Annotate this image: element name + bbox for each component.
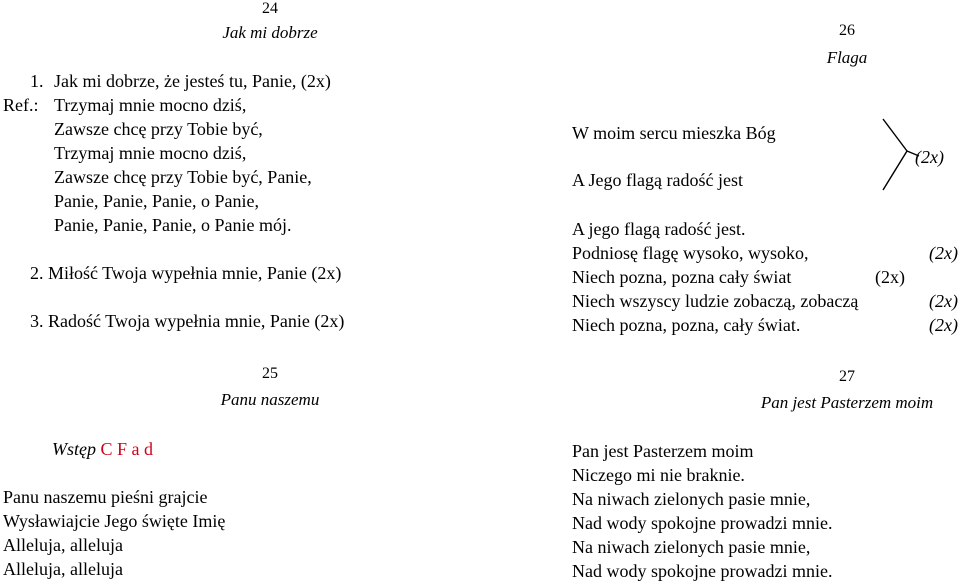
lyric-line: Pan jest Pasterzem moim <box>572 441 754 461</box>
lyric-line: Nad wody spokojne prowadzi mnie. <box>572 513 833 533</box>
refrain-label: Ref.: <box>3 95 39 115</box>
repeat-marker: (2x) <box>915 147 944 167</box>
repeat-marker: (2x) <box>929 243 958 263</box>
intro-line <box>52 438 153 461</box>
lyric-line: Niech pozna, pozna, cały świat. <box>572 315 801 335</box>
lyric-line: Wysławiajcie Jego święte Imię <box>3 511 226 531</box>
refrain-line: Trzymaj mnie mocno dziś, <box>54 143 247 163</box>
lyric-line: Nad wody spokojne prowadzi mnie. <box>572 561 833 581</box>
intro-chords: C F a d <box>100 439 154 459</box>
refrain-line: Zawsze chcę przy Tobie być, <box>54 119 263 139</box>
song-title: Jak mi dobrze <box>222 23 318 42</box>
lyric-line: W moim sercu mieszka Bóg <box>572 123 776 143</box>
verse-number: 1. <box>30 71 44 91</box>
song-number: 24 <box>262 0 278 17</box>
verse-text: Jak mi dobrze, że jesteś tu, Panie, (2x) <box>54 71 331 91</box>
song-title: Flaga <box>826 48 868 67</box>
repeat-marker: (2x) <box>875 267 905 287</box>
lyric-line: Niech pozna, pozna cały świat <box>572 267 792 287</box>
lyric-line: A jego flagą radość jest. <box>572 219 746 239</box>
verse-line: 3. Radość Twoja wypełnia mnie, Panie (2x) <box>30 311 345 331</box>
verse-line: 2. Miłość Twoja wypełnia mnie, Panie (2x) <box>30 263 342 283</box>
intro-label: Wstęp <box>52 439 96 459</box>
lyric-line: Panu naszemu pieśni grajcie <box>3 487 208 507</box>
lyric-line: Niech wszyscy ludzie zobaczą, zobaczą <box>572 291 859 311</box>
refrain-line: Panie, Panie, Panie, o Panie mój. <box>54 215 292 235</box>
song-number: 26 <box>839 22 855 39</box>
refrain-line: Panie, Panie, Panie, o Panie, <box>54 191 259 211</box>
lyric-line: Alleluja, alleluja <box>3 559 123 579</box>
refrain-line: Zawsze chcę przy Tobie być, Panie, <box>54 167 312 187</box>
song-number: 27 <box>839 368 855 385</box>
refrain-line: Trzymaj mnie mocno dziś, <box>54 95 247 115</box>
repeat-marker: (2x) <box>929 291 958 311</box>
lyric-line: Na niwach zielonych pasie mnie, <box>572 537 811 557</box>
lyric-line: A Jego flagą radość jest <box>572 170 743 190</box>
repeat-marker: (2x) <box>929 315 958 335</box>
lyric-line: Alleluja, alleluja <box>3 535 123 555</box>
lyric-line: Podniosę flagę wysoko, wysoko, <box>572 243 809 263</box>
song-number: 25 <box>262 365 278 382</box>
lyric-line: Na niwach zielonych pasie mnie, <box>572 489 811 509</box>
lyric-line: Niczego mi nie braknie. <box>572 465 745 485</box>
song-title: Panu naszemu <box>220 390 320 409</box>
song-title: Pan jest Pasterzem moim <box>760 393 934 412</box>
